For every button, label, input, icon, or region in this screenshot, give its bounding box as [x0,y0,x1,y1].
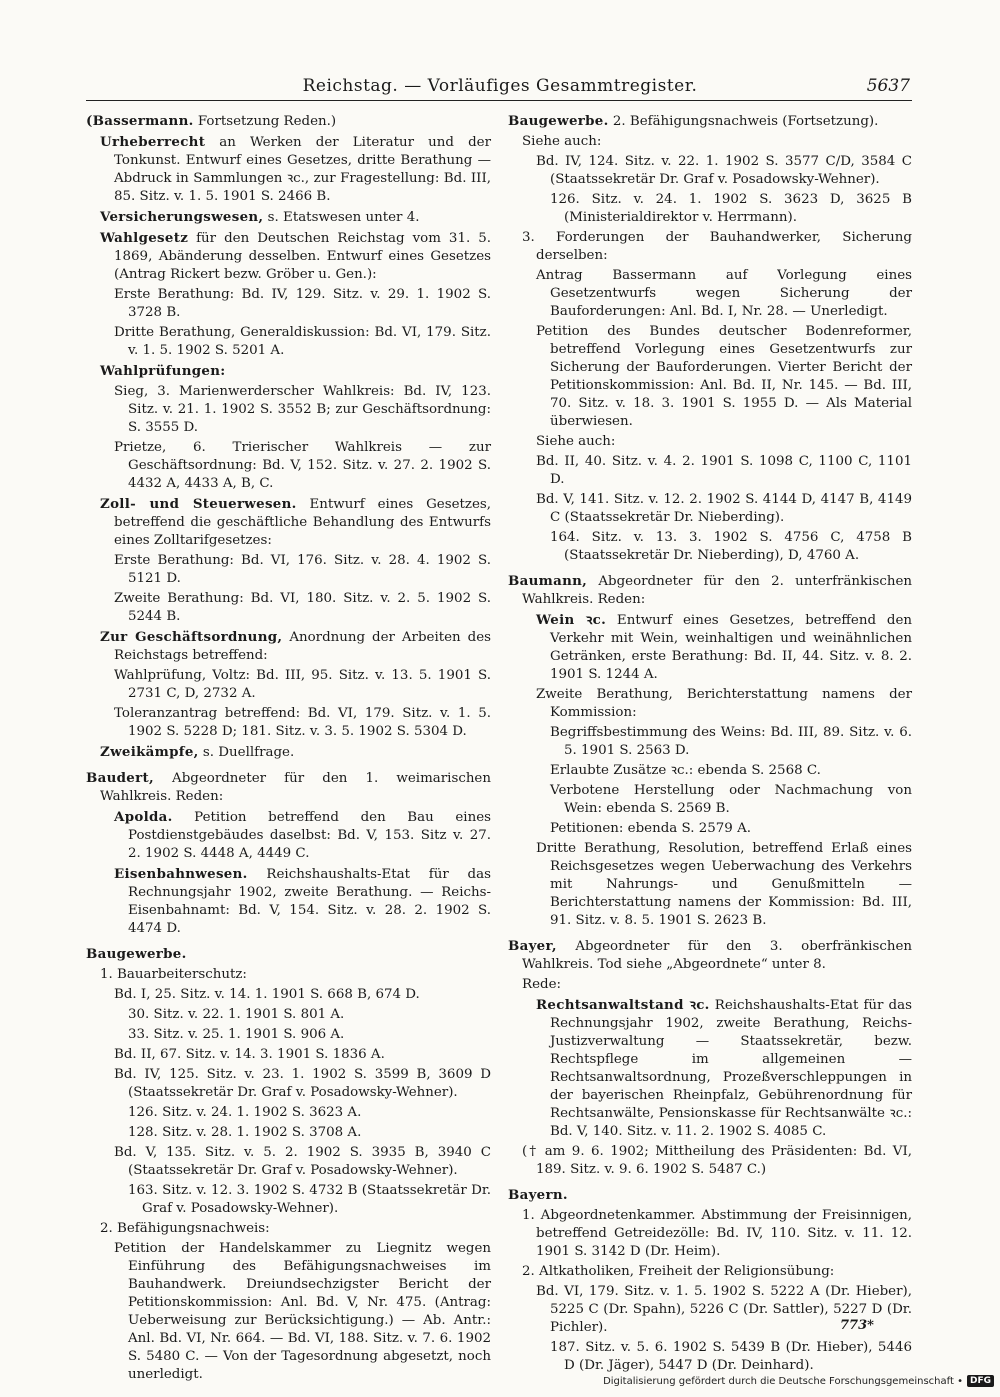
entry-gap [508,1179,912,1186]
entry-text: Entwurf eines Gesetzes, betreffend den Verkehr mit Wein, weinhaltigen und weinähnlichen Getränken, erste Berathung: Bd. II, 44. Sitz. v. 8. 2. 1901 S. 1244 A. [550,613,912,682]
entry-text: Bd. V, 141. Sitz. v. 12. 2. 1902 S. 4144 D, 4147 B, 4149 C (Staatssekretär Dr. Nieberding). [536,492,912,525]
dfg-logo: DFG [967,1375,994,1387]
entry-text: 126. Sitz. v. 24. 1. 1902 S. 3623 A. [128,1105,362,1120]
entry-gap [508,930,912,937]
entry-text: Petition der Handelskammer zu Liegnitz wegen Einführung des Befähigungsnachweises im Bauhandwerk. Dreiundsechzigster Bericht der Petitionskommission: Anl. Bd. V, Nr. 475. (Antrag: Ueberweisung zur Berücksichtigung.) — Ab. Antr.: Anl. Bd. VI, Nr. 664. — Bd. VI, 188. Sitz. v. 7. 6. 1902 S. 5480 C. — Von der Tagesordnung abgesetzt, noch unerledigt. [114,1241,491,1382]
entry-keyword: Zoll- und Steuerwesen. [100,496,297,512]
index-entry [114,705,491,741]
entry-text: 2. Altkatholiken, Freiheit der Religionsübung: [522,1264,835,1279]
index-entry [86,769,491,806]
index-entry [100,229,491,284]
entry-text: Erste Berathung: Bd. IV, 129. Sitz. v. 29. 1. 1902 S. 3728 B. [114,287,491,320]
entry-text: 30. Sitz. v. 22. 1. 1901 S. 801 A. [128,1007,345,1022]
index-entry [550,191,912,227]
entry-gap [86,762,491,769]
index-entry [114,383,491,437]
index-entry [508,572,912,609]
index-entry [100,1220,491,1238]
index-entry [114,286,491,322]
index-entry [508,937,912,974]
entry-keyword: Urheberrecht [100,134,206,150]
entry-text: s. Duellfrage. [198,745,295,760]
index-entry [536,686,912,722]
page-number: 5637 [866,76,910,96]
running-title: Reichstag. — Vorläufiges Gesammtregister. [302,76,698,96]
entry-text: 187. Sitz. v. 5. 6. 1902 S. 5439 B (Dr. Hieber), 5446 D (Dr. Jäger), 5447 D (Dr. Deinhard). [550,1340,912,1373]
entry-keyword: Baudert, [86,770,154,786]
index-entry [550,762,912,780]
index-entry [114,439,491,493]
index-entry [100,133,491,206]
index-entry [522,1263,912,1281]
entry-text: 128. Sitz. v. 28. 1. 1902 S. 3708 A. [128,1125,362,1140]
index-entry [550,820,912,838]
entry-keyword: Zur Geschäftsordnung, [100,629,283,645]
index-entry [114,1240,491,1384]
footer [603,1373,994,1389]
entry-text: Siehe auch: [536,434,616,449]
entry-text: 2. Befähigungsnachweis: [100,1221,270,1236]
entry-text: Antrag Bassermann auf Vorlegung eines Gesetzentwurfs wegen Sicherung der Bauforderungen: Anl. Bd. I, Nr. 28. — Unerledigt. [536,268,912,319]
index-entry [100,362,491,381]
entry-text: Bd. V, 135. Sitz. v. 5. 2. 1902 S. 3935 B, 3940 C (Staatssekretär Dr. Graf v. Posadowsky-Wehner). [114,1145,491,1178]
index-entry [114,986,491,1004]
index-entry [114,667,491,703]
index-entry [86,945,491,964]
entry-text: 3. Forderungen der Bauhandwerker, Sicherung derselben: [522,230,912,263]
entry-keyword: Wahlgesetz [100,230,189,246]
index-entry [536,267,912,321]
entry-text: 164. Sitz. v. 13. 3. 1902 S. 4756 C, 4758 B (Staatssekretär Dr. Nieberding), D, 4760 A. [550,530,912,563]
entry-text: Bd. II, 67. Sitz. v. 14. 3. 1901 S. 1836 A. [114,1047,385,1062]
index-entry [114,590,491,626]
entry-text: Petition des Bundes deutscher Bodenreformer, betreffend Vorlegung eines Gesetzentwurfs zur Sicherung der Bauforderungen. Vierter Bericht der Petitionskommission: Anl. Bd. II, Nr. 145. — Bd. III, 70. Sitz. v. 18. 3. 1901 S. 1955 D. — Als Material überwiesen. [536,324,912,429]
index-entry [86,112,491,131]
entry-text: s. Etatswesen unter 4. [263,210,420,225]
entry-gap [508,565,912,572]
index-entry [100,495,491,550]
entry-text: Wahlprüfung, Voltz: Bd. III, 95. Sitz. v. 13. 5. 1901 S. 2731 C, D, 2732 A. [114,668,491,701]
entry-gap [86,938,491,945]
index-entry [522,133,912,151]
index-entry [128,1006,491,1024]
index-entry [114,1066,491,1102]
index-entry [550,724,912,760]
footer-text: Digitalisierung gefördert durch die Deutsche Forschungsgemeinschaft • [603,1375,963,1387]
index-entry [100,966,491,984]
entry-text: 1. Bauarbeiterschutz: [100,967,247,982]
entry-text: Erlaubte Zusätze ꝛc.: ebenda S. 2568 C. [550,763,821,778]
entry-text: an Werken der Literatur und der Tonkunst. Entwurf eines Gesetzes, dritte Berathung — Abdruck in Sammlungen ꝛc., zur Fragestellung: Bd. III, 85. Sitz. v. 1. 5. 1901 S. 2466 B. [114,135,491,204]
entry-text: Rede: [522,977,562,992]
entry-text: Dritte Berathung, Resolution, betreffend Erlaß eines Reichsgesetzes wegen Ueberwachung des Verkehrs mit Nahrungs- und Genußmitteln — Berichterstattung namens der Kommission: Bd. III, 91. Sitz. v. 8. 5. 1901 S. 2623 B. [536,841,912,928]
entry-keyword: Zweikämpfe, [100,744,199,760]
index-entry [114,865,491,938]
entry-text: († am 9. 6. 1902; Mittheilung des Präsidenten: Bd. VI, 189. Sitz. v. 9. 6. 1902 S. 5487 C.) [522,1144,912,1177]
entry-keyword: Apolda. [114,809,173,825]
index-entry [536,491,912,527]
entry-keyword: Baugewerbe. [508,113,609,129]
entry-text: Sieg, 3. Marienwerderscher Wahlkreis: Bd. IV, 123. Sitz. v. 21. 1. 1902 S. 3552 B; zur Geschäftsordnung: S. 3555 D. [114,384,491,435]
entry-text: Verbotene Herstellung oder Nachmachung von Wein: ebenda S. 2569 B. [550,783,912,816]
entry-text: 126. Sitz. v. 24. 1. 1902 S. 3623 D, 3625 B (Ministerialdirektor v. Herrmann). [550,192,912,225]
signature-mark: 773* [840,1318,874,1333]
index-entry [128,1104,491,1122]
entry-keyword: Eisenbahnwesen. [114,866,248,882]
index-entry [114,1144,491,1180]
index-entry [522,1143,912,1179]
entry-text: Bd. VI, 179. Sitz. v. 1. 5. 1902 S. 5222 A (Dr. Hieber), 5225 C (Dr. Spahn), 5226 C (Dr. Sattler), 5227 D (Dr. Pichler). [536,1284,912,1335]
index-entry [550,782,912,818]
entry-keyword: (Bassermann. [86,113,194,129]
entry-keyword: Rechtsanwaltstand ꝛc. [536,997,710,1013]
entry-text: Petitionen: ebenda S. 2579 A. [550,821,751,836]
entry-text: Bd. II, 40. Sitz. v. 4. 2. 1901 S. 1098 C, 1100 C, 1101 D. [536,454,912,487]
index-entry [536,323,912,431]
index-entry [100,208,491,227]
entry-keyword: Bayer, [508,938,557,954]
entry-keyword: Baumann, [508,573,588,589]
entry-text: Abgeordneter für den 1. weimarischen Wahlkreis. Reden: [100,771,491,804]
header-rule [86,100,912,101]
entry-text: Abgeordneter für den 3. oberfränkischen Wahlkreis. Tod siehe „Abgeordnete“ unter 8. [522,939,912,972]
index-entry [128,1026,491,1044]
index-entry [536,840,912,930]
page-header [0,76,1000,98]
entry-keyword: Bayern. [508,1187,568,1203]
entry-text: Entwurf eines Gesetzes, betreffend die geschäftliche Behandlung des Entwurfs eines Zolltarifgesetzes: [114,497,491,548]
index-entry [550,1339,912,1375]
entry-text: Fortsetzung Reden.) [193,114,337,129]
entry-text: für den Deutschen Reichstag vom 31. 5. 1869, Abänderung desselben. Entwurf eines Gesetzes (Antrag Rickert bezw. Gröber u. Gen.): [114,231,491,282]
index-entry [536,611,912,684]
index-entry [536,433,912,451]
entry-text: Anordnung der Arbeiten des Reichstags betreffend: [114,630,491,663]
entry-text: Reichshaushalts-Etat für das Rechnungsjahr 1902, zweite Berathung. — Reichs-Eisenbahnamt: Bd. V, 154. Sitz. v. 28. 2. 1902 S. 4474 D. [128,867,491,936]
index-entry [550,529,912,565]
entry-keyword: Wein ꝛc. [536,612,607,628]
index-entry [114,552,491,588]
index-entry [522,976,912,994]
entry-keyword: Baugewerbe. [86,946,187,962]
entry-keyword: Versicherungswesen, [100,209,264,225]
entry-text: 1. Abgeordnetenkammer. Abstimmung der Freisinnigen, betreffend Getreidezölle: Bd. IV, 110. Sitz. v. 11. 12. 1901 S. 3142 D (Dr. Heim). [522,1208,912,1259]
entry-text: Petition betreffend den Bau eines Postdienstgebäudes daselbst: Bd. V, 153. Sitz v. 27. 2. 1902 S. 4448 A, 4449 C. [128,810,491,861]
entry-text: Dritte Berathung, Generaldiskussion: Bd. VI, 179. Sitz. v. 1. 5. 1902 S. 5201 A. [114,325,491,358]
entry-text: 2. Befähigungsnachweis (Fortsetzung). [608,114,879,129]
index-entry [536,453,912,489]
entry-text: Prietze, 6. Trierischer Wahlkreis — zur Geschäftsordnung: Bd. V, 152. Sitz. v. 27. 2. 1902 S. 4432 A, 4433 A, B, C. [114,440,491,491]
entry-text: Erste Berathung: Bd. VI, 176. Sitz. v. 28. 4. 1902 S. 5121 D. [114,553,491,586]
entry-text: Abgeordneter für den 2. unterfränkischen Wahlkreis. Reden: [522,574,912,607]
index-entry [100,628,491,665]
index-entry [114,808,491,863]
left-column [86,112,491,1384]
index-entry [522,1207,912,1261]
entry-text: Zweite Berathung: Bd. VI, 180. Sitz. v. 2. 5. 1902 S. 5244 B. [114,591,491,624]
index-entry [128,1182,491,1218]
entry-text: Bd. IV, 125. Sitz. v. 23. 1. 1902 S. 3599 B, 3609 D (Staatssekretär Dr. Graf v. Posadowsky-Wehner). [114,1067,491,1100]
index-entry [508,1186,912,1205]
index-entry [114,324,491,360]
entry-text: Bd. I, 25. Sitz. v. 14. 1. 1901 S. 668 B, 674 D. [114,987,420,1002]
index-entry [100,743,491,762]
entry-text: Bd. IV, 124. Sitz. v. 22. 1. 1902 S. 3577 C/D, 3584 C (Staatssekretär Dr. Graf v. Posadowsky-Wehner). [536,154,912,187]
index-entry [508,112,912,131]
entry-text: Siehe auch: [522,134,602,149]
index-entry [536,996,912,1141]
entry-keyword: Wahlprüfungen: [100,363,226,379]
entry-text: Toleranzantrag betreffend: Bd. VI, 179. Sitz. v. 1. 5. 1902 S. 5228 D; 181. Sitz. v. 3. 5. 1902 S. 5304 D. [114,706,491,739]
right-column [508,112,912,1375]
entry-text: Begriffsbestimmung des Weins: Bd. III, 89. Sitz. v. 6. 5. 1901 S. 2563 D. [550,725,912,758]
index-entry [536,153,912,189]
index-entry [128,1124,491,1142]
entry-text: 33. Sitz. v. 25. 1. 1901 S. 906 A. [128,1027,345,1042]
index-entry [522,229,912,265]
entry-text: 163. Sitz. v. 12. 3. 1902 S. 4732 B (Staatssekretär Dr. Graf v. Posadowsky-Wehner). [128,1183,491,1216]
index-entry [114,1046,491,1064]
entry-text: Zweite Berathung, Berichterstattung namens der Kommission: [536,687,912,720]
entry-text: Reichshaushalts-Etat für das Rechnungsjahr 1902, zweite Berathung, Reichs-Justizverwaltung — Staatssekretär, bezw. Rechtspflege im allgemeinen — Rechtsanwaltsordnung, Prozeßverschleppungen in der bayerischen Rheinpfalz, Gebührenordnung für Rechtsanwälte, Pensionskasse für Rechtsanwälte ꝛc.: Bd. V, 140. Sitz. v. 11. 2. 1902 S. 4085 C. [550,998,912,1139]
